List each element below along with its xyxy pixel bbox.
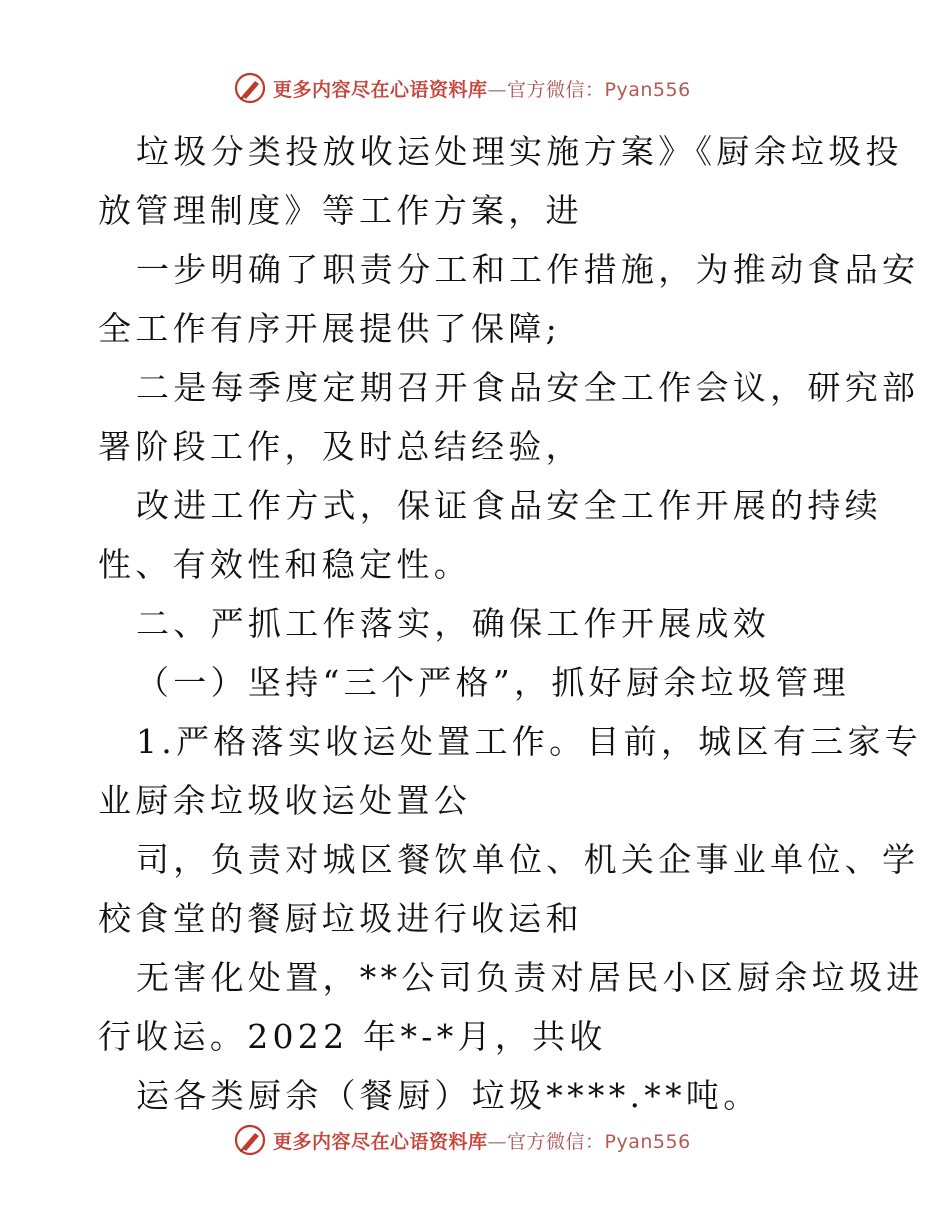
body-line: 行收运。2022 年*-*月，共收 <box>98 1017 607 1056</box>
header-watermark <box>233 70 691 106</box>
watermark-separator: — <box>487 78 508 101</box>
body-line: 无害化处置，**公司负责对居民小区厨余垃圾进 <box>136 958 924 997</box>
watermark-brand: 更多内容尽在心语资料库 <box>273 78 488 101</box>
document-body <box>98 122 924 1125</box>
body-line: 运各类厨余（餐厨）垃圾****.**吨。 <box>136 1076 761 1115</box>
body-line: 1.严格落实收运处置工作。目前，城区有三家专 <box>136 722 923 761</box>
watermark-text <box>273 75 691 102</box>
section-heading: 二、严抓工作落实，确保工作开展成效 <box>136 604 771 643</box>
body-line: 改进工作方式，保证食品安全工作开展的持续 <box>136 486 882 525</box>
watermark-brand: 更多内容尽在心语资料库 <box>273 1130 488 1153</box>
watermark-label: 官方微信： <box>507 1130 605 1153</box>
body-line: 垃圾分类投放收运处理实施方案》《厨余垃圾投 <box>136 132 903 171</box>
body-line: 性、有效性和稳定性。 <box>98 545 471 584</box>
watermark-wechat-id: Pyan556 <box>604 78 691 101</box>
watermark-separator: — <box>487 1130 508 1153</box>
watermark-text <box>273 1127 691 1154</box>
subsection-heading: （一）坚持“三个严格”，抓好厨余垃圾管理 <box>136 663 850 702</box>
body-line: 校食堂的餐厨垃圾进行收运和 <box>98 899 583 938</box>
body-line: 放管理制度》等工作方案，进 <box>98 191 583 230</box>
body-line: 署阶段工作，及时总结经验， <box>98 427 583 466</box>
body-line: 业厨余垃圾收运处置公 <box>98 781 471 820</box>
pen-logo-icon <box>233 1123 267 1157</box>
body-line: 二是每季度定期召开食品安全工作会议，研究部 <box>136 368 920 407</box>
pen-logo-icon <box>233 71 267 105</box>
body-line: 全工作有序开展提供了保障; <box>98 309 562 348</box>
footer-watermark <box>233 1122 691 1158</box>
body-line: 一步明确了职责分工和工作措施，为推动食品安 <box>136 250 920 289</box>
watermark-label: 官方微信： <box>507 78 605 101</box>
watermark-wechat-id: Pyan556 <box>604 1130 691 1153</box>
body-line: 司，负责对城区餐饮单位、机关企事业单位、学 <box>136 840 920 879</box>
